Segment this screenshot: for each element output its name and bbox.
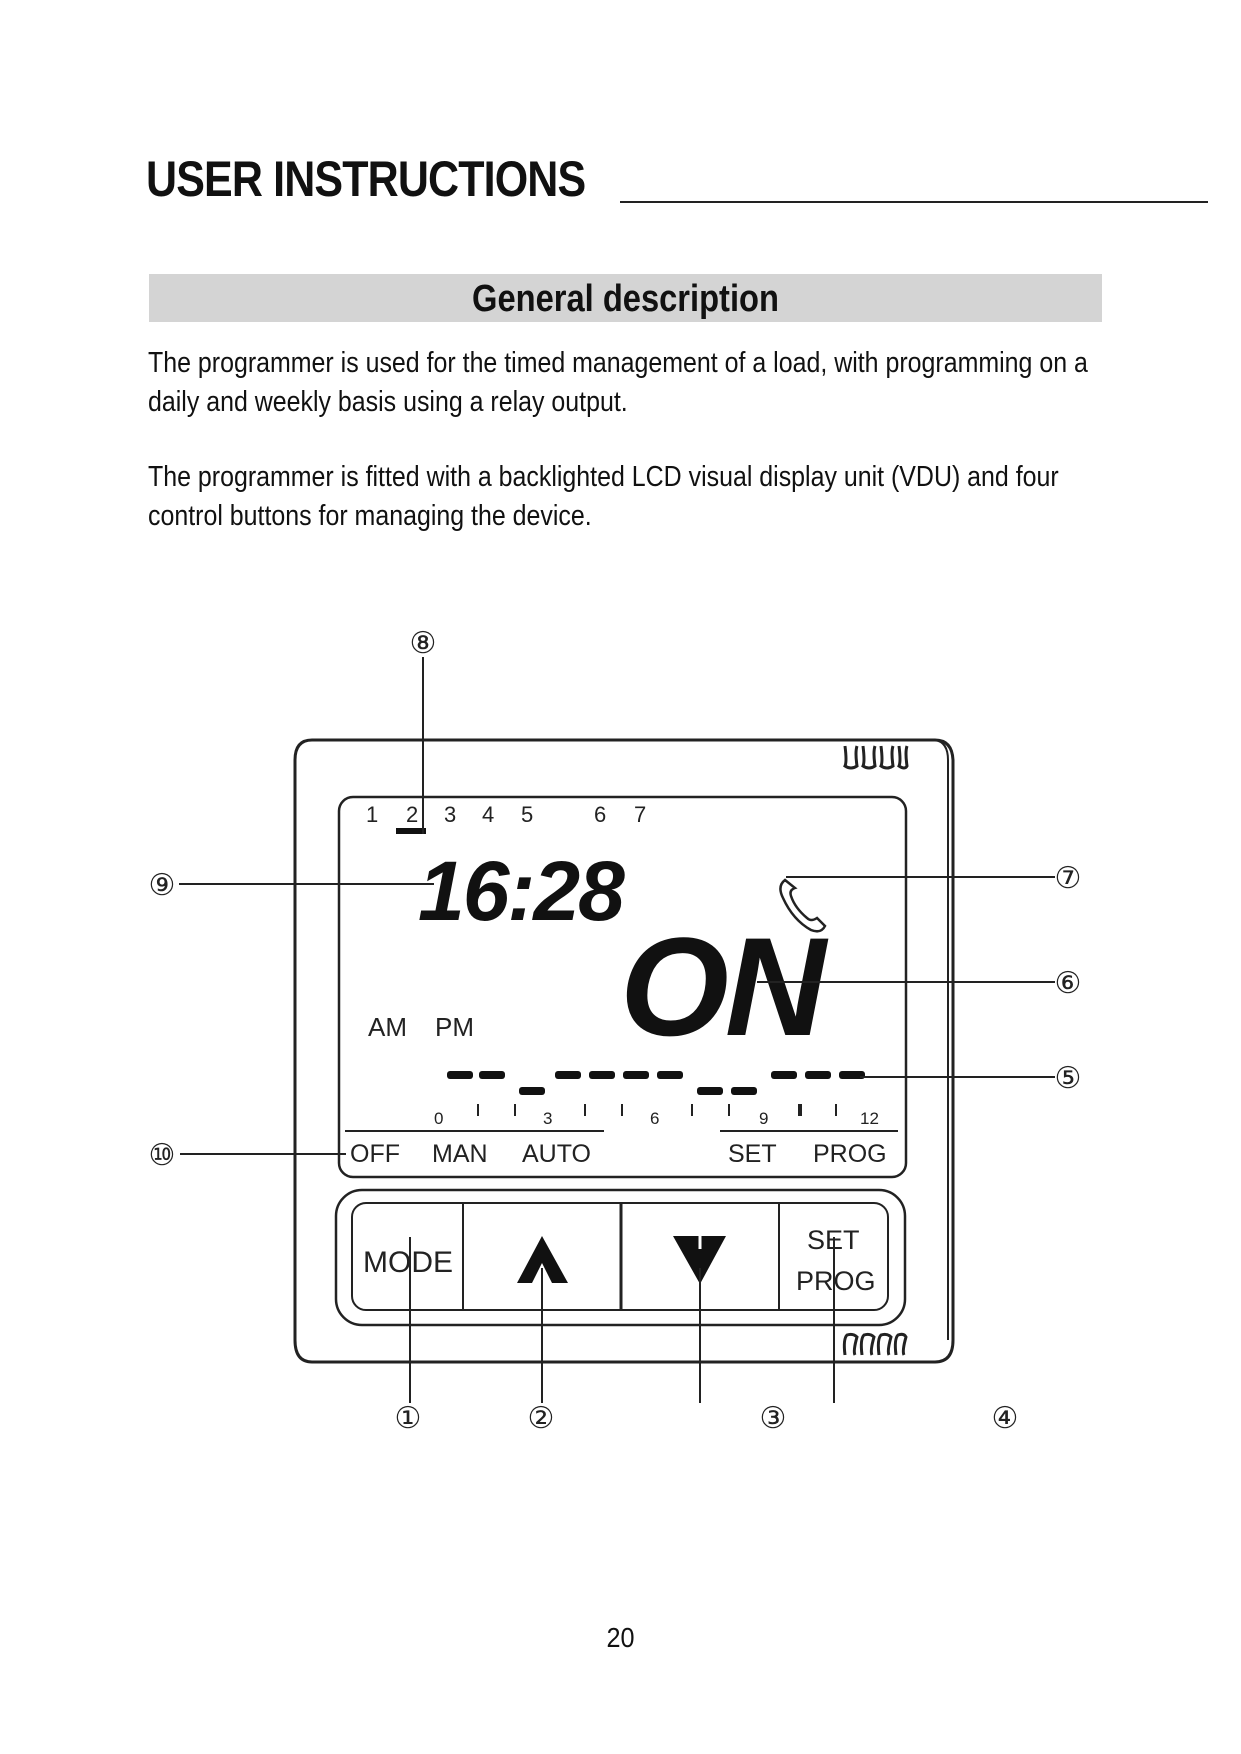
mode-auto: AUTO [522, 1140, 591, 1168]
page-title: USER INSTRUCTIONS [146, 151, 586, 207]
callout-numbers [149, 627, 1082, 1435]
callout-10: ⑩ [148, 1139, 176, 1172]
scale-label-0: 0 [434, 1109, 444, 1128]
scale-label-3: 3 [543, 1109, 553, 1128]
day-1: 1 [366, 802, 379, 827]
callout-6: ⑥ [1054, 967, 1082, 1000]
day-2: 2 [406, 802, 419, 827]
day-indicators [366, 802, 646, 827]
mode-button[interactable] [352, 1203, 463, 1310]
callout-3: ③ [759, 1402, 787, 1435]
housing-edge [935, 740, 948, 1340]
section-heading: General description [472, 278, 779, 320]
day-4: 4 [482, 802, 495, 827]
set-prog-button-line2: PROG [796, 1266, 876, 1296]
section-header-band [149, 274, 1102, 322]
day-3: 3 [444, 802, 457, 827]
paragraph-programmer-purpose: The programmer is used for the timed management of a load, with programming on a daily and weekly basis using a relay output. [148, 347, 1088, 418]
mode-off: OFF [350, 1140, 400, 1168]
day-5: 5 [521, 802, 534, 827]
title-rule [620, 201, 1208, 203]
mode-prog: PROG [813, 1140, 887, 1168]
callout-7: ⑦ [1054, 862, 1082, 895]
callout-1: ① [394, 1402, 422, 1435]
am-indicator: AM [368, 1012, 407, 1042]
scale-label-9: 9 [759, 1109, 769, 1128]
bottom-vent-icon [844, 1334, 906, 1355]
set-prog-button-line1: SET [807, 1225, 860, 1255]
relay-status-display: ON [620, 908, 822, 1065]
callout-2: ② [527, 1402, 555, 1435]
callout-8: ⑧ [409, 627, 437, 660]
mode-man: MAN [432, 1140, 488, 1168]
hour-scale-labels [434, 1109, 879, 1128]
scale-label-12: 12 [860, 1109, 879, 1128]
day-6: 6 [594, 802, 607, 827]
pm-indicator: PM [435, 1012, 474, 1042]
programmer-diagram [0, 600, 1241, 1500]
time-display: 16:28 [418, 844, 623, 938]
day-7: 7 [634, 802, 647, 827]
program-bar [447, 1071, 865, 1095]
scale-label-6: 6 [650, 1109, 660, 1128]
callout-9: ⑨ [148, 869, 176, 902]
paragraph-programmer-features: The programmer is fitted with a backlighted LCD visual display unit (VDU) and four control buttons for managing the device. [148, 461, 1059, 532]
callout-4: ④ [991, 1402, 1019, 1435]
mode-set: SET [728, 1140, 777, 1168]
page-number: 20 [606, 1622, 635, 1653]
mode-labels [350, 1140, 887, 1168]
mode-button-label: MODE [363, 1246, 453, 1279]
callout-5: ⑤ [1054, 1062, 1082, 1095]
top-vent-icon [845, 746, 907, 768]
current-day-marker [396, 828, 426, 834]
